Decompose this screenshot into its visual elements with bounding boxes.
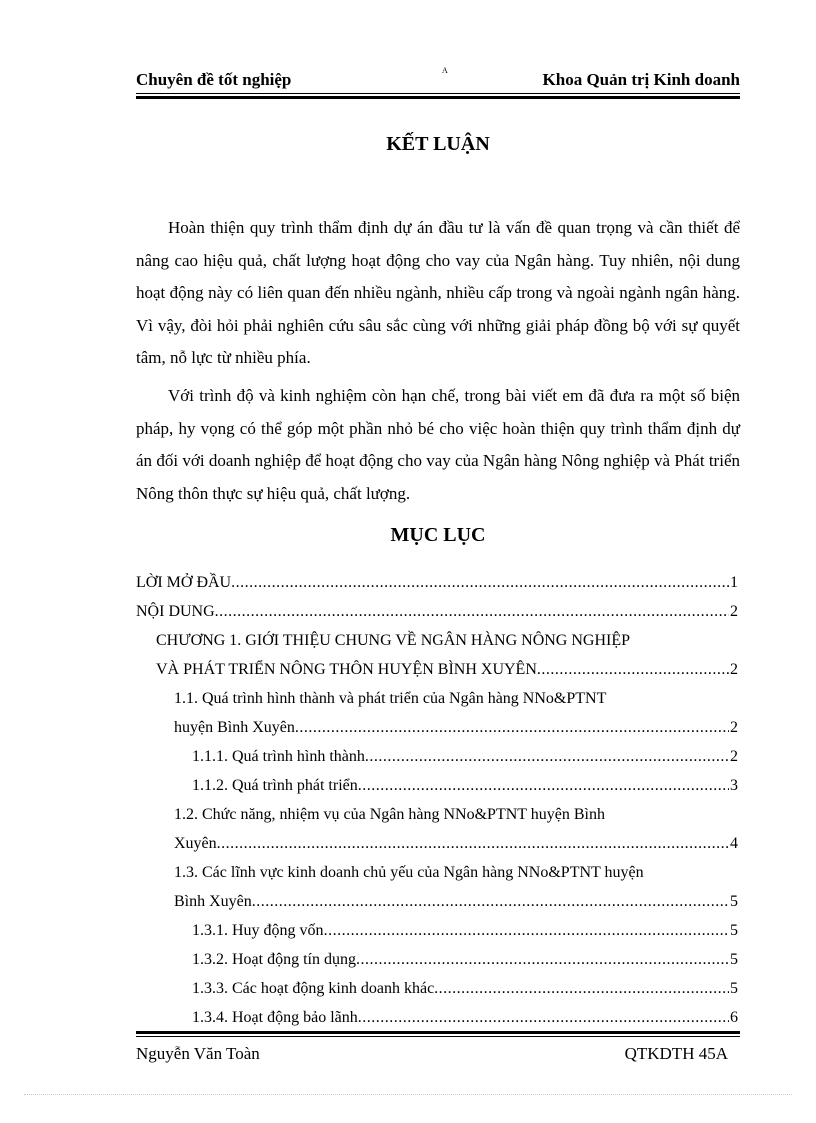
toc-entry-text: 1.1.2. Quá trình phát triển [192,777,358,794]
conclusion-paragraph-2: Với trình độ và kinh nghiệm còn hạn chế, trong bài viết em đã đưa ra một số biện pháp, hy vọng có thể góp một phần nhỏ bé cho việc hoàn thiện quy trình thẩm định dự án đối với doanh nghiệp để hoạt động cho vay của Ngân hàng Nông nghiệp và Phát triển Nông thôn thực sự hiệu quả, chất lượng. [136,386,740,503]
page-bottom-border [24,1094,792,1095]
toc-entry [156,655,738,684]
toc-entry [174,713,738,742]
toc-entry-text: 1.3.3. Các hoạt động kinh doanh khác [192,980,435,997]
toc-entry-text: LỜI MỞ ĐẦU [136,574,232,591]
toc-leader-dots [215,597,729,626]
toc-entry-text: 1.1.1. Quá trình hình thành [192,748,365,765]
toc-entry[interactable] [136,771,738,800]
footer-author: Nguyễn Văn Toàn [136,1044,260,1063]
toc-entry[interactable] [136,1003,738,1032]
toc-leader-dots [356,945,729,974]
toc-title: MỤC LỤC [390,524,486,546]
toc-entry-page: 2 [730,748,738,765]
toc-entry[interactable] [136,916,738,945]
table-of-contents [136,568,738,1032]
toc-entry-page: 5 [730,980,738,997]
toc-entry-group[interactable] [136,626,738,684]
toc-entry-group[interactable] [136,684,738,742]
footer-rule-thin [136,1036,740,1037]
page-header [136,66,740,92]
header-left-text: Chuyên đề tốt nghiệp [136,70,292,89]
conclusion-title: KẾT LUẬN [386,133,490,155]
toc-entry-page: 2 [730,603,738,620]
toc-leader-dots [537,655,729,684]
toc-leader-dots [434,974,729,1003]
toc-leader-dots [358,771,729,800]
toc-entry-page: 2 [730,719,738,736]
toc-entry-text-line1: CHƯƠNG 1. GIỚI THIỆU CHUNG VỀ NGÂN HÀNG NÔNG NGHIỆP [156,632,631,649]
toc-entry-text-line1: 1.1. Quá trình hình thành và phát triển của Ngân hàng NNo&PTNT [174,690,607,707]
toc-entry-text-line1: 1.2. Chức năng, nhiệm vụ của Ngân hàng NNo&PTNT huyện Bình [174,806,605,823]
toc-entry-page: 1 [730,574,738,591]
conclusion-paragraph-1: Hoàn thiện quy trình thẩm định dự án đầu tư là vấn đề quan trọng và cần thiết để nâng cao hiệu quả, chất lượng hoạt động cho vay của Ngân hàng. Tuy nhiên, nội dung hoạt động này có liên quan đến nhiều ngành, nhiều cấp trong và ngoài ngành ngân hàng. Vì vậy, đòi hỏi phải nghiên cứu sâu sắc cùng với những giải pháp đồng bộ với sự quyết tâm, nỗ lực từ nhiều phía. [136,218,740,367]
toc-entry-text: 1.3.4. Hoạt động bảo lãnh [192,1009,358,1026]
toc-entry [174,887,738,916]
toc-entry-text: 1.3.2. Hoạt động tín dụng [192,951,356,968]
toc-entry-group[interactable] [136,858,738,916]
toc-leader-dots [231,568,729,597]
toc-entry-page: 3 [730,777,738,794]
toc-leader-dots [252,887,729,916]
toc-entry [174,829,738,858]
toc-leader-dots [217,829,729,858]
toc-entry[interactable] [136,568,738,597]
toc-leader-dots [365,742,729,771]
toc-entry-text: 1.3.1. Huy động vốn [192,922,324,939]
toc-entry-text: NỘI DUNG [136,603,215,620]
toc-entry-page: 5 [730,951,738,968]
toc-entry-text: VÀ PHÁT TRIỂN NÔNG THÔN HUYỆN BÌNH XUYÊN [156,661,537,678]
header-mark: A [442,66,448,75]
toc-entry-page: 2 [730,661,738,678]
toc-entry-group[interactable] [136,800,738,858]
toc-leader-dots [295,713,729,742]
toc-entry[interactable] [136,974,738,1003]
toc-leader-dots [358,1003,729,1032]
header-right-text: Khoa Quản trị Kinh doanh [542,70,740,89]
toc-entry-text: huyện Bình Xuyên [174,719,295,736]
toc-entry[interactable] [136,945,738,974]
footer-rule-thick [136,1031,740,1034]
footer-class-code: QTKDTH 45A [624,1044,728,1063]
toc-entry-text-line1: 1.3. Các lĩnh vực kinh doanh chủ yếu của Ngân hàng NNo&PTNT huyện [174,864,644,881]
toc-entry[interactable] [136,742,738,771]
header-rule-thin [136,93,740,94]
toc-entry-text: Xuyên [174,835,217,852]
toc-leader-dots [324,916,729,945]
toc-entry-page: 5 [730,893,738,910]
toc-entry[interactable] [136,597,738,626]
toc-entry-page: 4 [730,835,738,852]
toc-entry-text: Bình Xuyên [174,893,252,910]
header-rule-thick [136,96,740,99]
toc-entry-page: 6 [730,1009,738,1026]
toc-entry-page: 5 [730,922,738,939]
